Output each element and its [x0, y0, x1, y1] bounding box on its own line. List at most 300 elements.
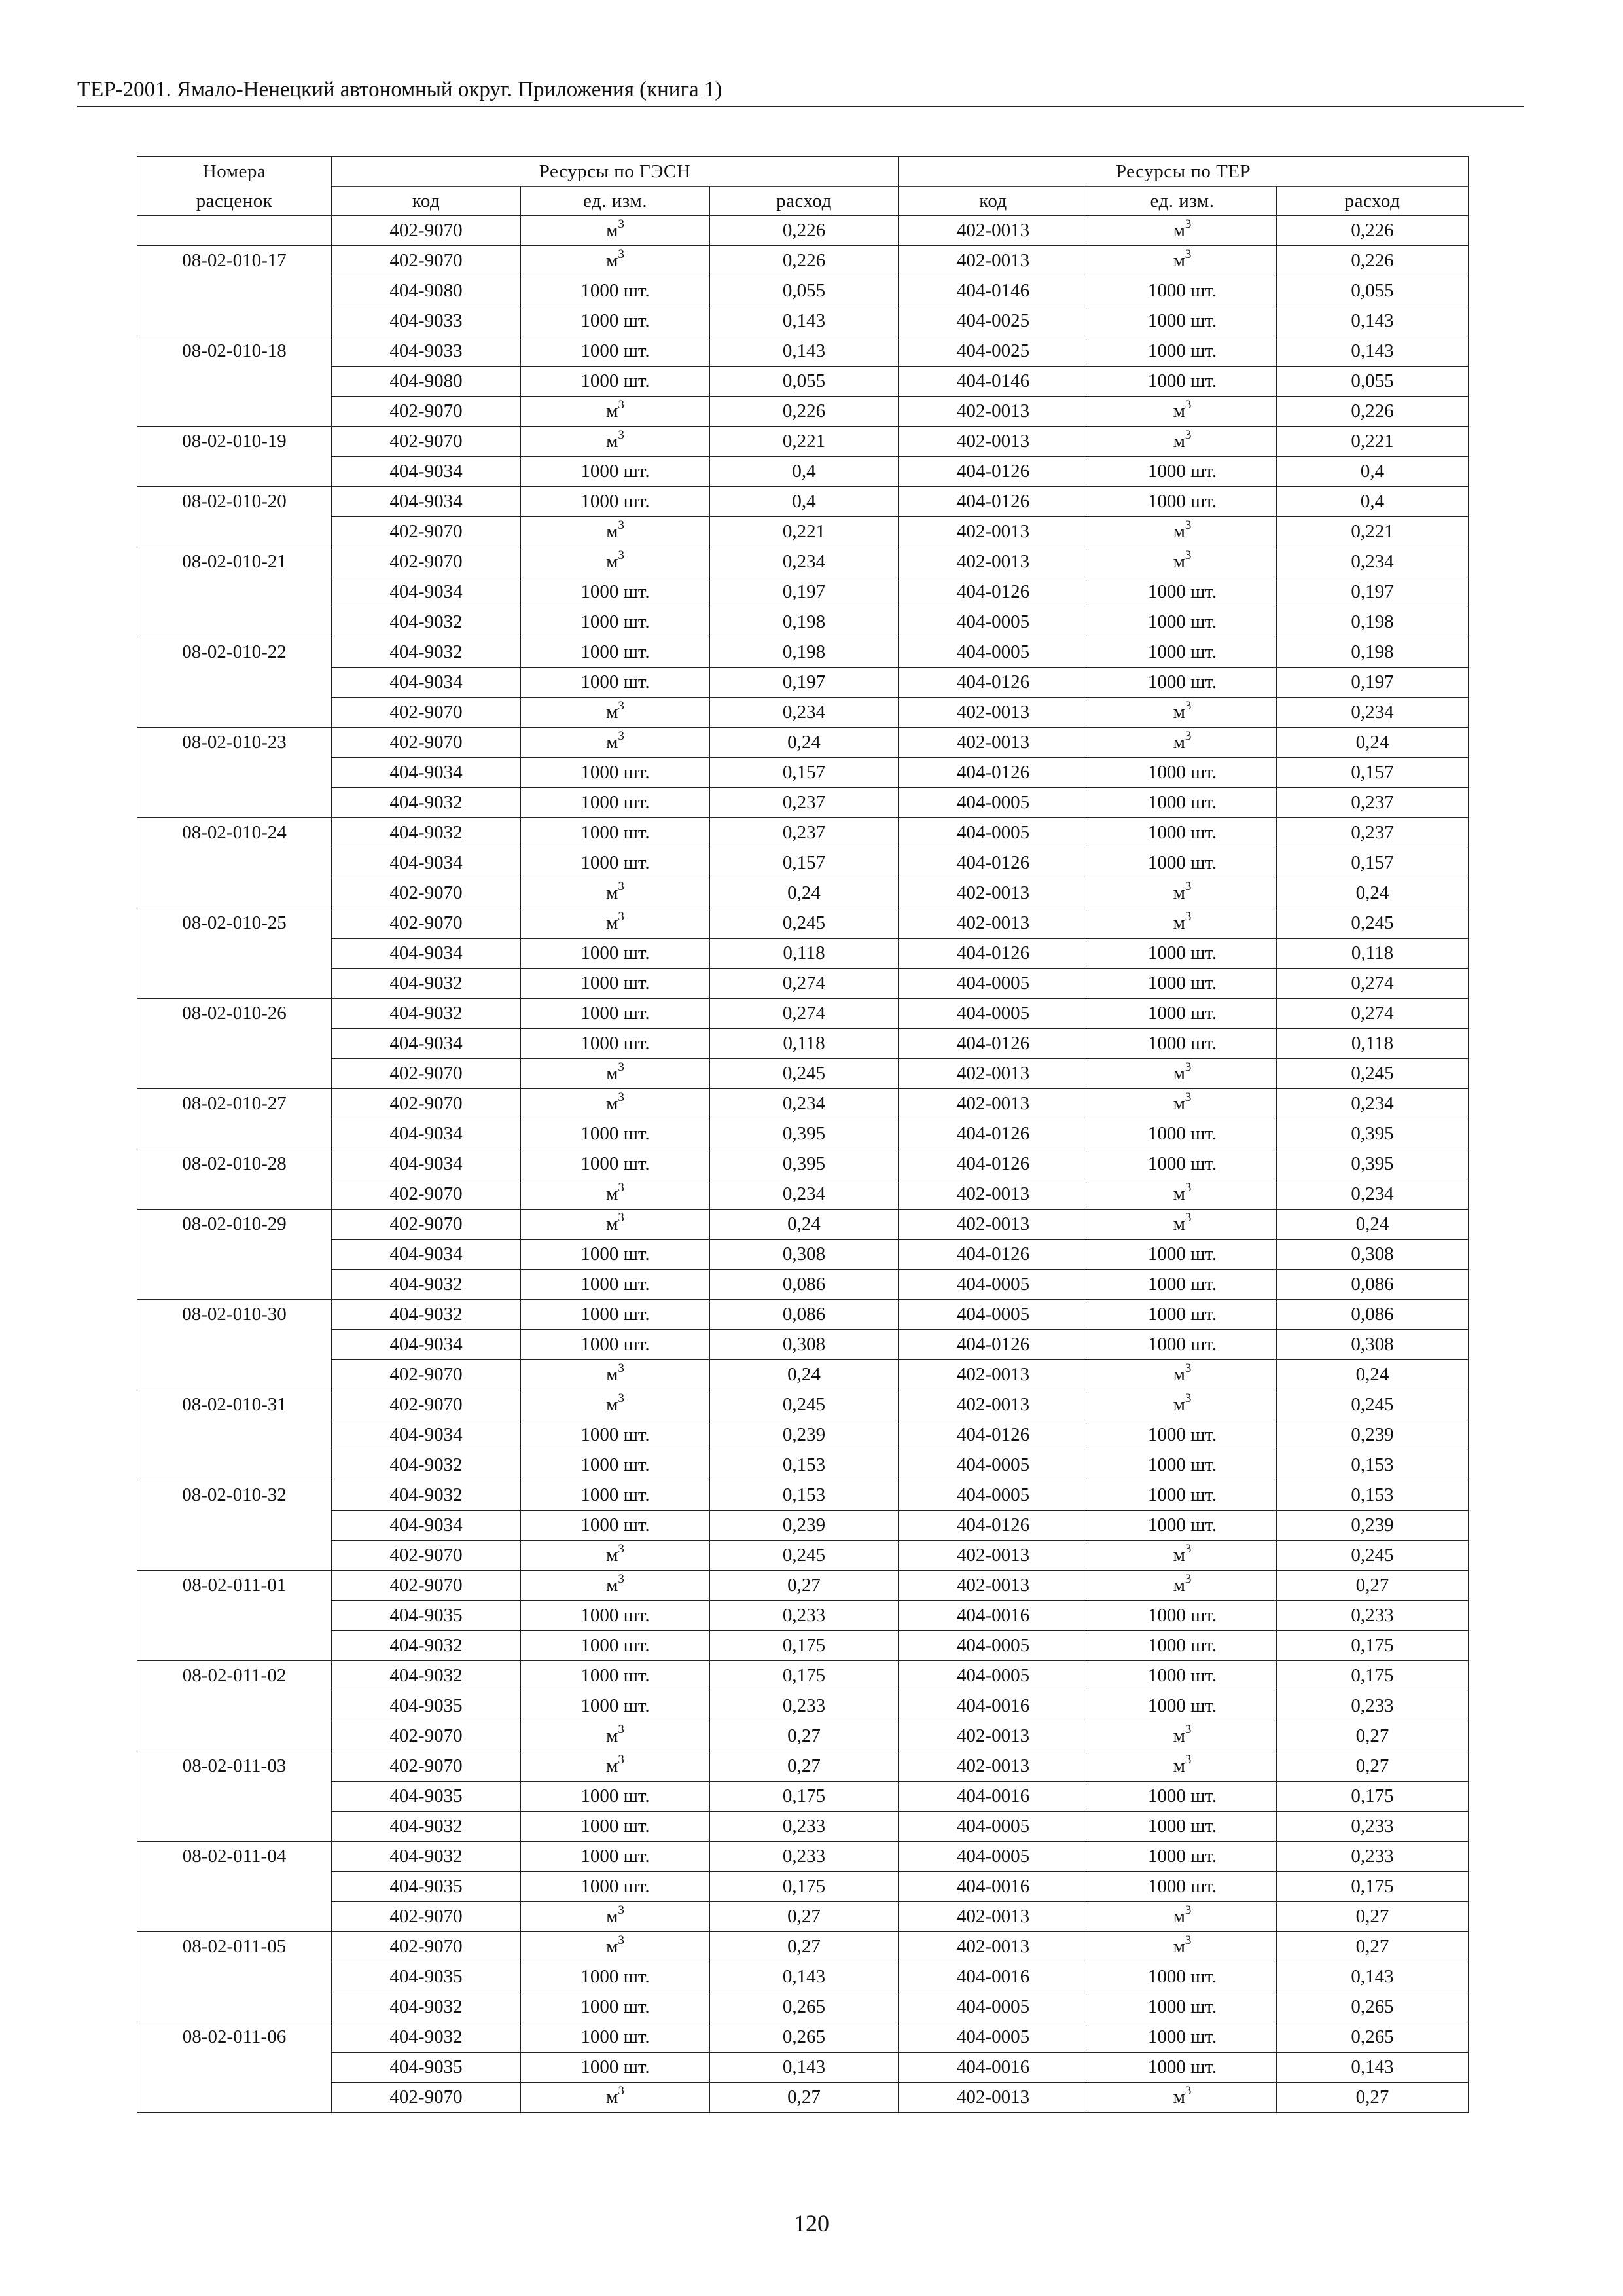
gesn-consumption-cell: 0,226	[710, 246, 899, 276]
ter-code-cell: 402-0013	[899, 1932, 1088, 1962]
ter-code-cell: 402-0013	[899, 1751, 1088, 1782]
table-row	[137, 1932, 1469, 1962]
gesn-code-cell: 404-9032	[332, 1812, 521, 1842]
ter-unit-cell: $м^3$	[1088, 517, 1277, 547]
ter-unit-cell: 1000 шт.	[1088, 848, 1277, 878]
ter-consumption-cell: 0,239	[1277, 1511, 1469, 1541]
ter-unit-cell: $м^3$	[1088, 1541, 1277, 1571]
ter-unit-cell: $м^3$	[1088, 728, 1277, 758]
gesn-consumption-cell: 0,143	[710, 306, 899, 336]
table-row	[137, 1872, 1469, 1902]
ter-code-cell: 404-0146	[899, 276, 1088, 306]
ter-unit-cell: 1000 шт.	[1088, 999, 1277, 1029]
gesn-unit-cell: $м^3$	[521, 246, 710, 276]
gesn-unit-cell: 1000 шт.	[521, 1240, 710, 1270]
ter-unit-cell: 1000 шт.	[1088, 1330, 1277, 1360]
rate-number: 08-02-010-26	[182, 1003, 287, 1024]
rate-number: 08-02-010-18	[182, 340, 287, 361]
gesn-unit-cell: $м^3$	[521, 1902, 710, 1932]
rate-number-cell	[137, 1300, 332, 1390]
gesn-code-cell: 402-9070	[332, 1721, 521, 1751]
rate-number-cell	[137, 547, 332, 637]
gesn-unit-cell: 1000 шт.	[521, 788, 710, 818]
gesn-consumption-cell: 0,143	[710, 336, 899, 367]
gesn-consumption-cell: 0,245	[710, 1059, 899, 1089]
gesn-unit-cell: 1000 шт.	[521, 457, 710, 487]
gesn-unit-cell: 1000 шт.	[521, 1842, 710, 1872]
ter-code-cell: 404-0126	[899, 848, 1088, 878]
gesn-consumption-cell: 0,233	[710, 1601, 899, 1631]
table-body	[137, 216, 1469, 2113]
header-gesn-unit: ед. изм.	[521, 187, 710, 216]
gesn-code-cell: 404-9032	[332, 969, 521, 999]
gesn-consumption-cell: 0,198	[710, 637, 899, 668]
gesn-unit-cell: 1000 шт.	[521, 1480, 710, 1511]
ter-consumption-cell: 0,198	[1277, 607, 1469, 637]
table-row	[137, 1450, 1469, 1480]
gesn-unit-cell: $м^3$	[521, 1390, 710, 1420]
table-row	[137, 457, 1469, 487]
ter-unit-cell: 1000 шт.	[1088, 939, 1277, 969]
ter-consumption-cell: 0,198	[1277, 637, 1469, 668]
rate-number: 08-02-010-24	[182, 822, 287, 843]
table-row	[137, 1059, 1469, 1089]
gesn-code-cell: 404-9035	[332, 1872, 521, 1902]
gesn-code-cell: 404-9034	[332, 487, 521, 517]
ter-code-cell: 402-0013	[899, 246, 1088, 276]
ter-consumption-cell: 0,143	[1277, 1962, 1469, 1992]
gesn-consumption-cell: 0,27	[710, 1932, 899, 1962]
rate-number: 08-02-010-25	[182, 912, 287, 933]
ter-consumption-cell: 0,245	[1277, 1541, 1469, 1571]
ter-unit-cell: $м^3$	[1088, 1571, 1277, 1601]
ter-code-cell: 404-0126	[899, 457, 1088, 487]
header-rate-numbers-line2: расценок	[137, 187, 332, 216]
ter-code-cell: 404-0005	[899, 788, 1088, 818]
gesn-unit-cell: 1000 шт.	[521, 848, 710, 878]
ter-unit-cell: 1000 шт.	[1088, 668, 1277, 698]
ter-code-cell: 404-0005	[899, 1992, 1088, 2022]
table-row	[137, 728, 1469, 758]
gesn-code-cell: 402-9070	[332, 1932, 521, 1962]
ter-unit-cell: $м^3$	[1088, 1179, 1277, 1210]
gesn-unit-cell: 1000 шт.	[521, 2022, 710, 2053]
rate-number-cell	[137, 1149, 332, 1210]
gesn-unit-cell: $м^3$	[521, 216, 710, 246]
ter-unit-cell: 1000 шт.	[1088, 1270, 1277, 1300]
ter-unit-cell: 1000 шт.	[1088, 1842, 1277, 1872]
gesn-unit-cell: 1000 шт.	[521, 1661, 710, 1691]
table-row	[137, 668, 1469, 698]
ter-code-cell: 404-0126	[899, 758, 1088, 788]
table-row	[137, 1992, 1469, 2022]
gesn-code-cell: 404-9035	[332, 1962, 521, 1992]
ter-unit-cell: $м^3$	[1088, 216, 1277, 246]
gesn-consumption-cell: 0,274	[710, 969, 899, 999]
gesn-consumption-cell: 0,153	[710, 1450, 899, 1480]
ter-unit-cell: $м^3$	[1088, 427, 1277, 457]
gesn-unit-cell: $м^3$	[521, 1089, 710, 1119]
gesn-code-cell: 404-9034	[332, 668, 521, 698]
gesn-consumption-cell: 0,27	[710, 1721, 899, 1751]
ter-code-cell: 404-0016	[899, 1782, 1088, 1812]
ter-code-cell: 404-0016	[899, 2053, 1088, 2083]
gesn-unit-cell: $м^3$	[521, 728, 710, 758]
rate-number-cell	[137, 999, 332, 1089]
ter-unit-cell: 1000 шт.	[1088, 1300, 1277, 1330]
ter-unit-cell: 1000 шт.	[1088, 336, 1277, 367]
gesn-unit-cell: $м^3$	[521, 1179, 710, 1210]
ter-unit-cell: 1000 шт.	[1088, 2053, 1277, 2083]
gesn-consumption-cell: 0,143	[710, 2053, 899, 2083]
table-row	[137, 276, 1469, 306]
gesn-code-cell: 404-9032	[332, 1992, 521, 2022]
ter-consumption-cell: 0,153	[1277, 1450, 1469, 1480]
gesn-unit-cell: 1000 шт.	[521, 1300, 710, 1330]
gesn-consumption-cell: 0,233	[710, 1691, 899, 1721]
gesn-consumption-cell: 0,274	[710, 999, 899, 1029]
rate-number: 08-02-010-29	[182, 1213, 287, 1234]
gesn-code-cell: 402-9070	[332, 1210, 521, 1240]
gesn-code-cell: 402-9070	[332, 1089, 521, 1119]
table-row	[137, 336, 1469, 367]
ter-consumption-cell: 0,4	[1277, 457, 1469, 487]
ter-code-cell: 404-0126	[899, 1119, 1088, 1149]
ter-code-cell: 404-0126	[899, 487, 1088, 517]
ter-consumption-cell: 0,24	[1277, 878, 1469, 908]
table-row	[137, 1782, 1469, 1812]
gesn-unit-cell: 1000 шт.	[521, 1872, 710, 1902]
ter-code-cell: 404-0126	[899, 1420, 1088, 1450]
gesn-code-cell: 402-9070	[332, 1390, 521, 1420]
ter-unit-cell: 1000 шт.	[1088, 1631, 1277, 1661]
gesn-unit-cell: 1000 шт.	[521, 818, 710, 848]
table-row	[137, 216, 1469, 246]
ter-consumption-cell: 0,197	[1277, 577, 1469, 607]
gesn-consumption-cell: 0,4	[710, 487, 899, 517]
ter-code-cell: 404-0005	[899, 1300, 1088, 1330]
gesn-consumption-cell: 0,4	[710, 457, 899, 487]
ter-code-cell: 404-0126	[899, 668, 1088, 698]
ter-code-cell: 404-0005	[899, 969, 1088, 999]
gesn-consumption-cell: 0,234	[710, 547, 899, 577]
header-ter-unit: ед. изм.	[1088, 187, 1277, 216]
gesn-consumption-cell: 0,234	[710, 698, 899, 728]
gesn-code-cell: 402-9070	[332, 2083, 521, 2113]
gesn-unit-cell: 1000 шт.	[521, 1450, 710, 1480]
rate-number: 08-02-010-32	[182, 1484, 287, 1505]
gesn-unit-cell: 1000 шт.	[521, 1270, 710, 1300]
document-header: ТЕР-2001. Ямало-Ненецкий автономный округ. Приложения (книга 1)	[77, 78, 722, 101]
rate-number: 08-02-011-02	[182, 1665, 287, 1686]
table-row	[137, 246, 1469, 276]
gesn-consumption-cell: 0,221	[710, 427, 899, 457]
gesn-consumption-cell: 0,221	[710, 517, 899, 547]
gesn-consumption-cell: 0,27	[710, 1751, 899, 1782]
ter-consumption-cell: 0,233	[1277, 1691, 1469, 1721]
ter-code-cell: 404-0005	[899, 1842, 1088, 1872]
ter-unit-cell: 1000 шт.	[1088, 1812, 1277, 1842]
ter-consumption-cell: 0,245	[1277, 1390, 1469, 1420]
table-row	[137, 698, 1469, 728]
table-row	[137, 788, 1469, 818]
ter-consumption-cell: 0,086	[1277, 1270, 1469, 1300]
gesn-code-cell: 402-9070	[332, 427, 521, 457]
gesn-unit-cell: 1000 шт.	[521, 2053, 710, 2083]
table-row	[137, 547, 1469, 577]
ter-unit-cell: $м^3$	[1088, 1751, 1277, 1782]
ter-consumption-cell: 0,234	[1277, 547, 1469, 577]
ter-consumption-cell: 0,233	[1277, 1601, 1469, 1631]
ter-code-cell: 404-0126	[899, 939, 1088, 969]
table-row	[137, 487, 1469, 517]
ter-unit-cell: 1000 шт.	[1088, 1450, 1277, 1480]
table-row	[137, 637, 1469, 668]
ter-unit-cell: $м^3$	[1088, 1360, 1277, 1390]
ter-consumption-cell: 0,175	[1277, 1782, 1469, 1812]
ter-code-cell: 404-0016	[899, 1601, 1088, 1631]
gesn-unit-cell: $м^3$	[521, 1059, 710, 1089]
gesn-code-cell: 404-9032	[332, 818, 521, 848]
gesn-code-cell: 402-9070	[332, 216, 521, 246]
gesn-unit-cell: 1000 шт.	[521, 367, 710, 397]
gesn-code-cell: 404-9032	[332, 1842, 521, 1872]
ter-code-cell: 404-0005	[899, 1450, 1088, 1480]
ter-unit-cell: $м^3$	[1088, 1059, 1277, 1089]
gesn-consumption-cell: 0,27	[710, 2083, 899, 2113]
ter-code-cell: 404-0016	[899, 1962, 1088, 1992]
ter-unit-cell: 1000 шт.	[1088, 2022, 1277, 2053]
ter-code-cell: 404-0016	[899, 1691, 1088, 1721]
ter-code-cell: 404-0126	[899, 1029, 1088, 1059]
gesn-consumption-cell: 0,086	[710, 1270, 899, 1300]
gesn-code-cell: 404-9032	[332, 999, 521, 1029]
ter-code-cell: 402-0013	[899, 1210, 1088, 1240]
gesn-consumption-cell: 0,237	[710, 818, 899, 848]
gesn-consumption-cell: 0,24	[710, 728, 899, 758]
ter-code-cell: 404-0005	[899, 1661, 1088, 1691]
gesn-code-cell: 404-9032	[332, 1631, 521, 1661]
gesn-consumption-cell: 0,157	[710, 758, 899, 788]
ter-unit-cell: 1000 шт.	[1088, 818, 1277, 848]
gesn-unit-cell: $м^3$	[521, 1932, 710, 1962]
gesn-code-cell: 404-9032	[332, 1270, 521, 1300]
gesn-consumption-cell: 0,308	[710, 1240, 899, 1270]
gesn-consumption-cell: 0,24	[710, 1360, 899, 1390]
gesn-code-cell: 402-9070	[332, 547, 521, 577]
ter-code-cell: 404-0005	[899, 1812, 1088, 1842]
ter-unit-cell: 1000 шт.	[1088, 306, 1277, 336]
gesn-unit-cell: 1000 шт.	[521, 1962, 710, 1992]
ter-code-cell: 404-0005	[899, 1270, 1088, 1300]
ter-consumption-cell: 0,234	[1277, 1179, 1469, 1210]
gesn-unit-cell: 1000 шт.	[521, 487, 710, 517]
header-gesn-resources: Ресурсы по ГЭСН	[332, 157, 899, 187]
gesn-consumption-cell: 0,055	[710, 276, 899, 306]
resources-table	[137, 156, 1469, 2113]
gesn-unit-cell: 1000 шт.	[521, 336, 710, 367]
ter-consumption-cell: 0,395	[1277, 1119, 1469, 1149]
ter-consumption-cell: 0,237	[1277, 788, 1469, 818]
rate-number: 08-02-010-22	[182, 641, 287, 662]
ter-unit-cell: $м^3$	[1088, 908, 1277, 939]
ter-unit-cell: $м^3$	[1088, 246, 1277, 276]
ter-consumption-cell: 0,143	[1277, 2053, 1469, 2083]
table-row	[137, 1691, 1469, 1721]
ter-consumption-cell: 0,086	[1277, 1300, 1469, 1330]
rate-number: 08-02-011-05	[182, 1936, 287, 1957]
gesn-code-cell: 402-9070	[332, 1902, 521, 1932]
ter-code-cell: 402-0013	[899, 878, 1088, 908]
ter-unit-cell: $м^3$	[1088, 547, 1277, 577]
gesn-code-cell: 404-9034	[332, 1240, 521, 1270]
gesn-unit-cell: 1000 шт.	[521, 1420, 710, 1450]
gesn-unit-cell: $м^3$	[521, 517, 710, 547]
ter-code-cell: 402-0013	[899, 517, 1088, 547]
gesn-code-cell: 404-9080	[332, 276, 521, 306]
ter-unit-cell: 1000 шт.	[1088, 457, 1277, 487]
ter-consumption-cell: 0,143	[1277, 306, 1469, 336]
rate-number-cell	[137, 1089, 332, 1149]
table-row	[137, 1240, 1469, 1270]
ter-consumption-cell: 0,24	[1277, 728, 1469, 758]
gesn-consumption-cell: 0,175	[710, 1661, 899, 1691]
gesn-unit-cell: $м^3$	[521, 427, 710, 457]
gesn-code-cell: 404-9033	[332, 306, 521, 336]
ter-consumption-cell: 0,239	[1277, 1420, 1469, 1450]
gesn-consumption-cell: 0,175	[710, 1631, 899, 1661]
rate-number-cell	[137, 1932, 332, 2022]
ter-code-cell: 402-0013	[899, 1360, 1088, 1390]
table-row	[137, 1571, 1469, 1601]
ter-unit-cell: 1000 шт.	[1088, 367, 1277, 397]
ter-consumption-cell: 0,27	[1277, 1932, 1469, 1962]
gesn-unit-cell: $м^3$	[521, 1721, 710, 1751]
gesn-consumption-cell: 0,234	[710, 1179, 899, 1210]
ter-code-cell: 404-0126	[899, 1240, 1088, 1270]
gesn-consumption-cell: 0,226	[710, 397, 899, 427]
gesn-unit-cell: 1000 шт.	[521, 939, 710, 969]
gesn-unit-cell: $м^3$	[521, 908, 710, 939]
rate-number-cell	[137, 1751, 332, 1842]
rate-number: 08-02-010-30	[182, 1304, 287, 1325]
table-row	[137, 1029, 1469, 1059]
gesn-code-cell: 402-9070	[332, 1360, 521, 1390]
rate-number: 08-02-011-04	[182, 1846, 287, 1867]
gesn-code-cell: 402-9070	[332, 1059, 521, 1089]
gesn-unit-cell: 1000 шт.	[521, 758, 710, 788]
ter-consumption-cell: 0,308	[1277, 1240, 1469, 1270]
header-rule	[77, 106, 1524, 107]
gesn-code-cell: 404-9034	[332, 457, 521, 487]
ter-consumption-cell: 0,234	[1277, 698, 1469, 728]
ter-unit-cell: 1000 шт.	[1088, 577, 1277, 607]
table-row	[137, 306, 1469, 336]
table-row	[137, 2022, 1469, 2053]
rate-number-cell	[137, 1480, 332, 1571]
rate-number: 08-02-010-20	[182, 491, 287, 512]
ter-consumption-cell: 0,055	[1277, 367, 1469, 397]
table-row	[137, 878, 1469, 908]
ter-code-cell: 402-0013	[899, 1721, 1088, 1751]
ter-unit-cell: 1000 шт.	[1088, 1661, 1277, 1691]
ter-unit-cell: 1000 шт.	[1088, 276, 1277, 306]
ter-unit-cell: $м^3$	[1088, 1932, 1277, 1962]
gesn-unit-cell: 1000 шт.	[521, 1330, 710, 1360]
table-row	[137, 1179, 1469, 1210]
rate-number: 08-02-010-23	[182, 732, 287, 753]
gesn-code-cell: 404-9034	[332, 1330, 521, 1360]
ter-consumption-cell: 0,157	[1277, 848, 1469, 878]
ter-unit-cell: 1000 шт.	[1088, 1480, 1277, 1511]
ter-code-cell: 404-0005	[899, 1480, 1088, 1511]
gesn-code-cell: 404-9034	[332, 1029, 521, 1059]
gesn-consumption-cell: 0,234	[710, 1089, 899, 1119]
page-number: 120	[794, 2210, 829, 2236]
header-gesn-consumption: расход	[710, 187, 899, 216]
ter-code-cell: 402-0013	[899, 1059, 1088, 1089]
gesn-unit-cell: $м^3$	[521, 698, 710, 728]
ter-code-cell: 402-0013	[899, 397, 1088, 427]
ter-consumption-cell: 0,226	[1277, 397, 1469, 427]
ter-unit-cell: 1000 шт.	[1088, 758, 1277, 788]
table-row	[137, 517, 1469, 547]
rate-number-cell	[137, 246, 332, 336]
gesn-consumption-cell: 0,143	[710, 1962, 899, 1992]
ter-consumption-cell: 0,055	[1277, 276, 1469, 306]
rate-number: 08-02-010-17	[182, 250, 287, 271]
gesn-consumption-cell: 0,055	[710, 367, 899, 397]
ter-consumption-cell: 0,221	[1277, 427, 1469, 457]
ter-consumption-cell: 0,226	[1277, 216, 1469, 246]
ter-code-cell: 402-0013	[899, 1541, 1088, 1571]
gesn-consumption-cell: 0,175	[710, 1782, 899, 1812]
rate-number-cell	[137, 427, 332, 487]
ter-code-cell: 402-0013	[899, 547, 1088, 577]
gesn-unit-cell: 1000 шт.	[521, 969, 710, 999]
ter-code-cell: 402-0013	[899, 427, 1088, 457]
gesn-code-cell: 404-9034	[332, 848, 521, 878]
ter-consumption-cell: 0,118	[1277, 1029, 1469, 1059]
gesn-code-cell: 402-9070	[332, 728, 521, 758]
rate-number-cell	[137, 216, 332, 246]
ter-unit-cell: 1000 шт.	[1088, 788, 1277, 818]
ter-consumption-cell: 0,274	[1277, 999, 1469, 1029]
ter-code-cell: 404-0126	[899, 1511, 1088, 1541]
gesn-code-cell: 402-9070	[332, 908, 521, 939]
ter-code-cell: 402-0013	[899, 216, 1088, 246]
table-row	[137, 1511, 1469, 1541]
ter-unit-cell: 1000 шт.	[1088, 1149, 1277, 1179]
rate-number-cell	[137, 637, 332, 728]
ter-consumption-cell: 0,221	[1277, 517, 1469, 547]
ter-code-cell: 404-0016	[899, 1872, 1088, 1902]
rate-number-cell	[137, 1661, 332, 1751]
rate-number: 08-02-011-01	[182, 1575, 287, 1596]
ter-code-cell: 402-0013	[899, 1179, 1088, 1210]
table-row	[137, 577, 1469, 607]
ter-consumption-cell: 0,265	[1277, 1992, 1469, 2022]
gesn-unit-cell: $м^3$	[521, 878, 710, 908]
ter-unit-cell: 1000 шт.	[1088, 1511, 1277, 1541]
gesn-code-cell: 402-9070	[332, 1179, 521, 1210]
table-row	[137, 2053, 1469, 2083]
ter-consumption-cell: 0,27	[1277, 1751, 1469, 1782]
ter-unit-cell: 1000 шт.	[1088, 1992, 1277, 2022]
gesn-unit-cell: 1000 шт.	[521, 999, 710, 1029]
ter-code-cell: 402-0013	[899, 2083, 1088, 2113]
gesn-consumption-cell: 0,24	[710, 1210, 899, 1240]
